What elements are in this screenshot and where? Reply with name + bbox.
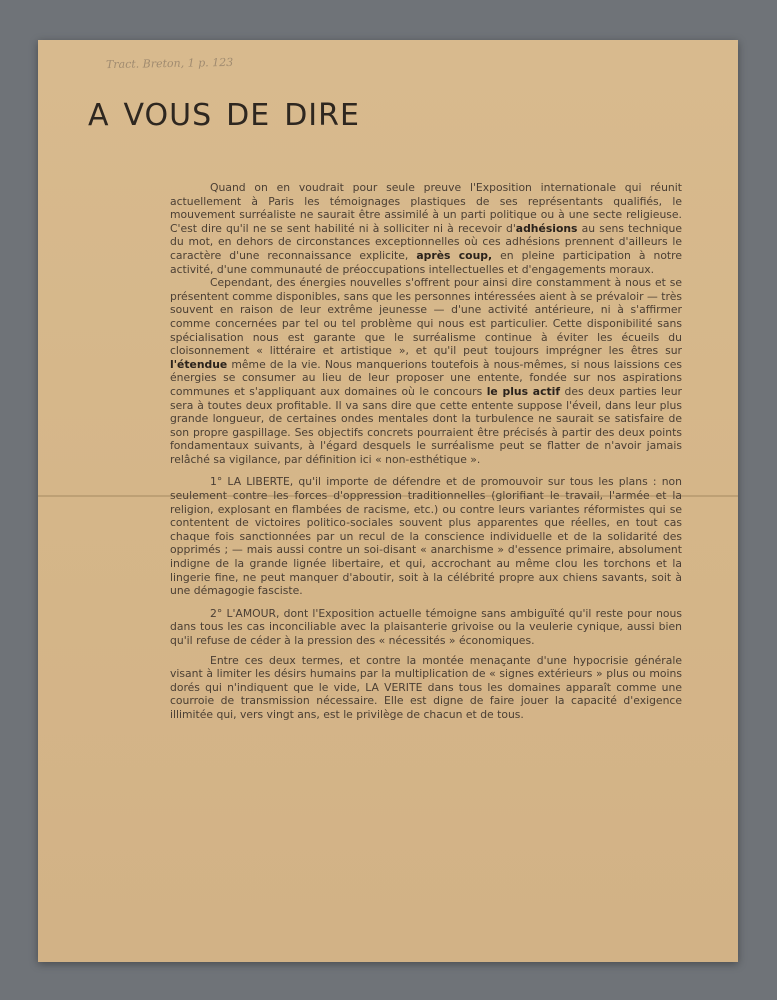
paragraph-amour: 2° L'AMOUR, dont l'Exposition actuelle témoigne sans ambiguïté qu'il reste pour nous dans tous les cas inconciliable avec la plaisanterie grivoise ou la veulerie cynique, aussi bien qu'il refuse de céder à la pression des « nécessités » économiques. [170,606,682,647]
paragraph-energies: Cependant, des énergies nouvelles s'offrent pour ainsi dire constamment à nous et se présentent comme disponibles, sans que les personnes intéressées aient à se prévaloir — très souvent en raison de leur extrême jeunesse — d'une activité antérieure, ni à s'affirmer comme concernées par tel ou tel problème qui nous est particulier. Cette disponibilité sans spécialisation nous est garante que le surréalisme continue à éviter les écueils du cloisonnement « littéraire et artistique », et qu'il peut toujours imprégner les êtres sur l'étendue même de la vie. Nous manquerions toutefois à nous-mêmes, si nous laissions ces énergies se consumer au lieu de leur proposer une entente, fondée sur nos aspirations communes et s'appliquant aux domaines où le concours le plus actif des deux parties leur sera à toutes deux profitable. Il va sans dire que cette entente suppose l'éveil, dans leur plus grande longueur, de certaines ondes mentales dont la turbulence ne saurait se satisfaire de son propre gaspillage. Ses objectifs concrets pourraient être précisés à partir des deux points fondamentaux suivants, à l'égard desquels le surréalisme peut se flatter de n'avoir jamais relâché sa vigilance, par définition ici « non-esthétique ». [170,276,682,466]
title-word: DE [226,98,271,133]
title-word: DIRE [284,98,360,133]
paragraph-verite: Entre ces deux termes, et contre la montée menaçante d'une hypocrisie générale visant à limiter les désirs humains par la multiplication de « signes extérieurs » plus ou moins dorés qui n'indiquent que le vide, LA VERITE dans tous les domaines apparaît comme une courroie de transmission nécessaire. Elle est digne de faire jouer la capacité d'exigence illimitée qui, vers vingt ans, est le privilège de chacun et de tous. [170,653,682,721]
title-word: VOUS [123,98,213,133]
document-page [38,40,738,962]
title-word: A [88,98,110,133]
pencil-annotation: Tract. Breton, 1 p. 123 [105,55,234,72]
document-title [88,98,360,133]
emphasis: le plus actif [486,384,561,398]
emphasis: adhésions [515,221,578,235]
paragraph-liberte: 1° LA LIBERTE, qu'il importe de défendre et de promouvoir sur tous les plans : non seulement contre les forces d'oppression traditionnelles (glorifiant le travail, l'armée et la religion, explosant en flambées de racisme, etc.) ou contre leurs variantes réformistes qui se contentent de victoires politico-sociales souvent plus apparentes que réelles, en tout cas chaque fois sanctionnées par un recul de la conscience individuelle et de la solidarité des opprimés ; — mais aussi contre un soi-disant « anarchisme » d'essence primaire, absolument indigne de la grande lignée libertaire, et qui, accrochant au même clou les torchons et la lingerie fine, ne peut manquer d'aboutir, soit à la célébrité propre aux chiens savants, soit à une démagogie fasciste. [170,475,682,598]
paragraph-intro: Quand on en voudrait pour seule preuve l'Exposition internationale qui réunit actuellement à Paris les témoignages plastiques de ses représentants qualifiés, le mouvement surréaliste ne saurait être assimilé à un parti politique ou à une secte religieuse. C'est dire qu'il ne se sent habilité ni à solliciter ni à recevoir d'adhésions au sens technique du mot, en dehors de circonstances exceptionnelles où ces adhésions prennent d'ailleurs le caractère d'une reconnaissance explicite, après coup, en pleine participation à notre activité, d'une communauté de préoccupations intellectuelles et d'engagements moraux. [170,181,682,276]
document-body [170,181,682,722]
emphasis: l'étendue [170,357,228,371]
emphasis: après coup, [416,248,493,262]
